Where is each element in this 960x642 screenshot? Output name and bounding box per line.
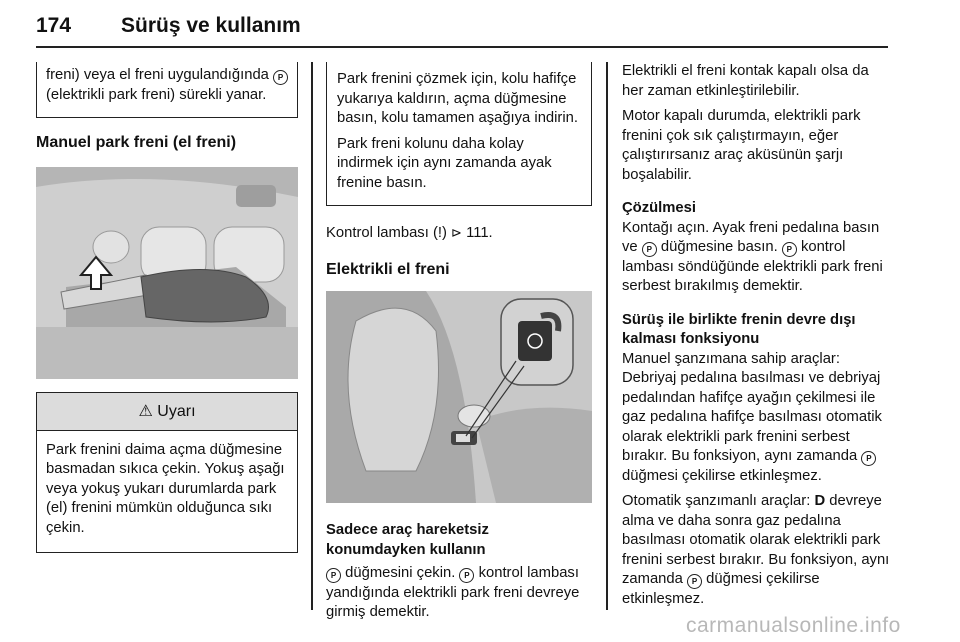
electric-brake-illustration <box>326 291 592 503</box>
brake-warning-lamp-icon: (!) <box>432 225 447 241</box>
park-brake-button-icon: P <box>687 574 702 589</box>
park-brake-button-icon: P <box>326 568 341 583</box>
column-1 <box>36 62 298 553</box>
control-lamp-ref: Kontrol lambası (!) ⊳ 111. <box>326 225 493 241</box>
gear-d-label: D <box>814 493 826 509</box>
automatic-transmission-text: Otomatik şanzımanlı araçlar: D devreye alma ve daha sonra gaz pedalına basılması otomatik olarak elektrikli park frenini serbest bırakır. Bu fonksiyon, aynı zamanda P düğmesi çekilirse etkinleşmez. <box>622 493 890 607</box>
handbrake-illustration <box>36 167 298 379</box>
page-header <box>0 0 960 52</box>
section-title: Sürüş ve kullanım <box>121 14 301 37</box>
page-reference-icon: ⊳ <box>451 225 462 240</box>
manual-transmission-text: Manuel şanzımana sahip araçlar: Debriyaj pedalına basılması ve debriyaj pedalından hafifçe ayağın çekilmesi ile gaz pedalına hafifçe basılması otomatik olarak elektrikli park frenini serbest bırakır. Bu fonksiyon, aynı zamanda P düğmesi çekilirse etkinleşmez. <box>622 350 882 484</box>
electric-brake-photo <box>326 291 592 503</box>
note-box-text: freni) veya el freni uygulandığında P (elektrikli park freni) sürekli yanar. <box>46 66 289 105</box>
release-text: Kontağı açın. Ayak freni pedalına basın ve P düğmesine basın. P kontrol lambası söndüğünde elektrikli park freni serbest bırakılmış demektir. <box>622 219 883 294</box>
column-2 <box>326 62 592 623</box>
park-brake-lamp-icon: P <box>782 242 797 257</box>
heading-electric-park-brake: Elektrikli el freni <box>326 260 450 278</box>
heading-manual-park-brake: Manuel park freni (el freni) <box>36 134 237 151</box>
ignition-off-note: Elektrikli el freni kontak kapalı olsa da her zaman etkinleştirilebilir. <box>622 63 869 99</box>
column-divider-1 <box>311 62 313 610</box>
electric-brake-body: P düğmesini çekin. P kontrol lambası yandığında elektrikli park freni devreye girmiş demektir. <box>326 565 580 620</box>
column-divider-2 <box>606 62 608 610</box>
subheading-stationary: Sadece araç hareketsiz konumdayken kullanın <box>326 522 489 558</box>
note-box-release <box>326 62 592 206</box>
column-3 <box>622 62 890 609</box>
watermark: carmanualsonline.info <box>686 614 901 637</box>
park-brake-lamp-icon: P <box>459 568 474 583</box>
park-brake-button-icon: P <box>642 242 657 257</box>
warning-body: Park frenini daima açma düğmesine basmadan sıkıca çekin. Yokuş aşağı veya yokuş yukarı durumlarda park (el) frenini mümkün olduğunca sıkı çekin. <box>46 441 285 536</box>
warning-title-bar: ⚠ Uyarı <box>37 393 297 431</box>
release-tip: Park freni kolunu daha kolay indirmek için aynı zamanda ayak frenine basın. <box>337 135 552 191</box>
park-brake-button-icon: P <box>861 451 876 466</box>
park-brake-icon: P <box>273 70 288 85</box>
note-box-continued <box>36 62 298 118</box>
warning-box <box>36 392 298 554</box>
handbrake-photo <box>36 167 298 379</box>
heading-drive-away-release: Sürüş ile birlikte frenin devre dışı kalması fonksiyonu <box>622 311 856 347</box>
battery-warning-note: Motor kapalı durumda, elektrikli park frenini çok sık çalıştırmayın, eğer çalıştırırsanız araç aküsünün şarjı boşalabilir. <box>622 108 861 183</box>
heading-release: Çözülmesi <box>622 200 696 216</box>
release-instructions: Park frenini çözmek için, kolu hafifçe yukarıya kaldırın, açma düğmesine basın, kolu tamamen aşağıya indirin. <box>337 71 578 126</box>
header-rule <box>36 46 888 48</box>
warning-triangle-icon: ⚠ <box>138 402 153 420</box>
page-number: 174 <box>36 14 72 37</box>
